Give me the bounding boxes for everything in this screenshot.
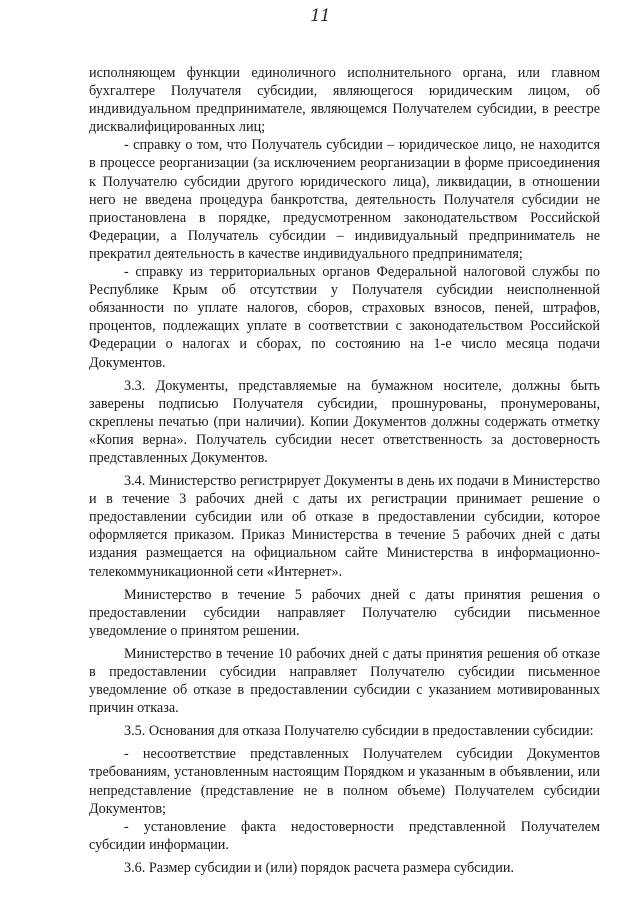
- paragraph-refusal-reason-1: - несоответствие представленных Получателем субсидии Документов требованиям, установленным настоящим Порядком и указанным в объявлении, или непредставление (представление не в полном объеме) Получателем субсидии Документов;: [89, 746, 600, 817]
- document-body: [89, 64, 600, 877]
- page-number: 11: [310, 6, 330, 26]
- paragraph-continuation: исполняющем функции единоличного исполнительного органа, или главном бухгалтере Получателя субсидии, являющегося юридическим лицом, об индивидуальном предпринимателе, являющемся Получателем субсидии, в реестре дисквалифицированных лиц;: [89, 65, 600, 136]
- paragraph-tax-certificate: - справку из территориальных органов Федеральной налоговой службы по Республике Крым об отсутствии у Получателя субсидии неисполненной обязанности по уплате налогов, сборов, страховых взносов, пеней, штрафов, процентов, подлежащих уплате в соответствии с законодательством Российской Федерации о налогах и сборах, по состоянию на 1-е число месяца подачи Документов.: [89, 264, 600, 371]
- paragraph-refusal-reason-2: - установление факта недостоверности представленной Получателем субсидии информации.: [89, 818, 600, 853]
- paragraph-3-4: 3.4. Министерство регистрирует Документы в день их подачи в Министерство и в течение 3 рабочих дней с даты их регистрации принимает решение о предоставлении субсидии или об отказе в предоставлении субсидии, которое оформляется приказом. Приказ Министерства в течение 5 рабочих дней с даты издания размещается на официальном сайте Министерства в информационно-телекоммуникационной сети «Интернет».: [89, 473, 600, 580]
- paragraph-reorganization-certificate: - справку о том, что Получатель субсидии – юридическое лицо, не находится в процессе реорганизации (за исключением реорганизации в форме присоединения к Получателю субсидии другого юридического лица), ликвидации, в отношении него не введена процедура банкротства, деятельность Получателя субсидии не приостановлена в порядке, предусмотренном законодательством Российской Федерации, а Получатель субсидии – индивидуальный предприниматель не прекратил деятельность в качестве индивидуального предпринимателя;: [89, 137, 600, 262]
- paragraph-3-6: 3.6. Размер субсидии и (или) порядок расчета размера субсидии.: [124, 859, 515, 876]
- paragraph-approval-notice: Министерство в течение 5 рабочих дней с даты принятия решения о предоставлении субсидии направляет Получателю субсидии письменное уведомление о принятом решении.: [89, 586, 600, 639]
- paragraph-refusal-notice: Министерство в течение 10 рабочих дней с даты принятия решения об отказе в предоставлении субсидии направляет Получателю субсидии письменное уведомление об отказе в предоставлении субсидии с указанием мотивированных причин отказа.: [89, 645, 600, 717]
- paragraph-3-3: 3.3. Документы, представляемые на бумажном носителе, должны быть заверены подписью Получателя субсидии, прошнурованы, пронумерованы, скреплены печатью (при наличии). Копии Документов должны содержать отметку «Копия верна». Получатель субсидии несет ответственность за достоверность представленных Документов.: [89, 377, 600, 466]
- paragraph-3-5: 3.5. Основания для отказа Получателю субсидии в предоставлении субсидии:: [124, 723, 594, 740]
